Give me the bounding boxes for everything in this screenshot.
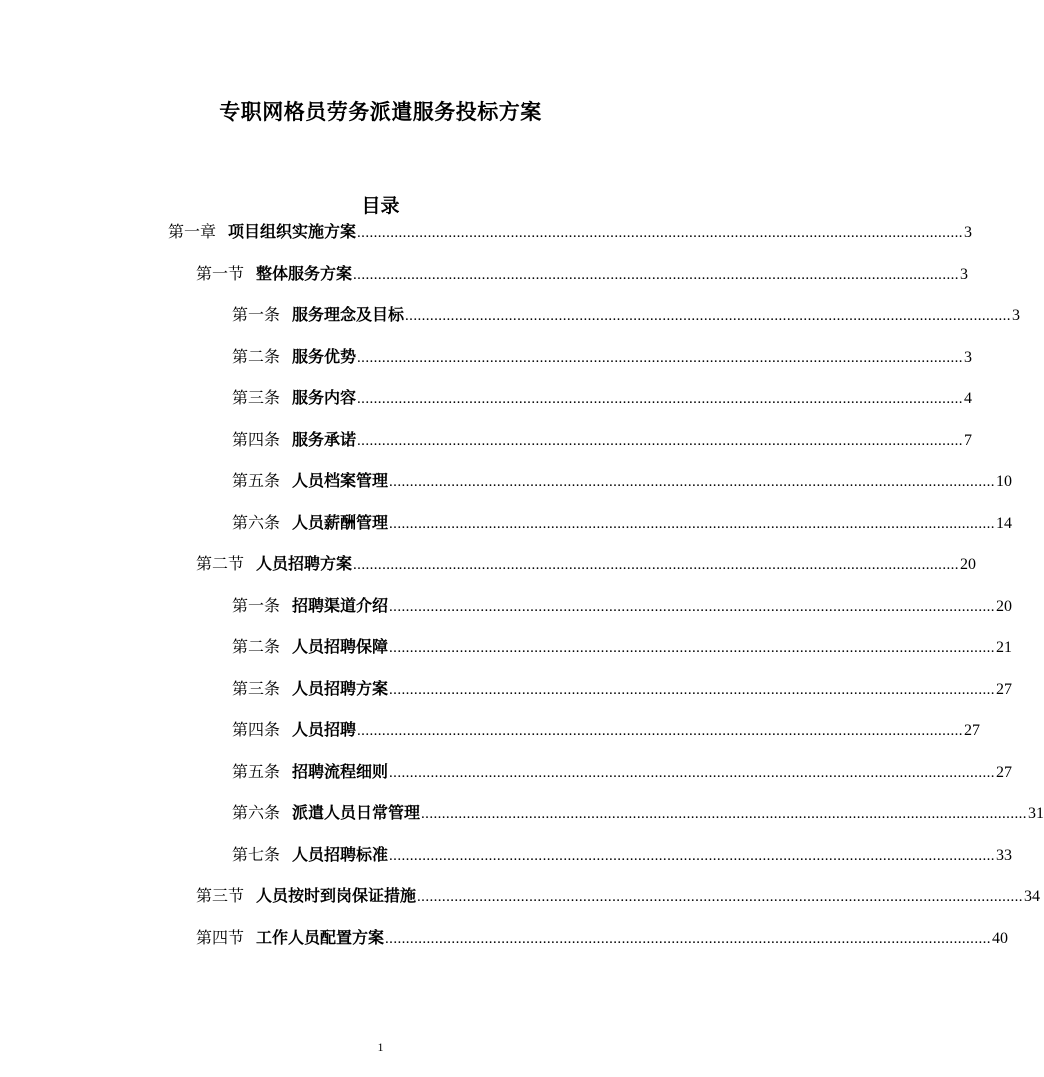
toc-entry-title: 工作人员配置方案 xyxy=(256,928,385,947)
toc-entry-page: 3 xyxy=(959,266,968,283)
toc-entry-title: 服务承诺 xyxy=(292,430,357,449)
toc-entry-title: 人员招聘保障 xyxy=(292,637,389,656)
toc-dot-leader: .................................................................................................................................................. xyxy=(357,723,963,739)
toc-entry-page: 3 xyxy=(963,224,972,241)
toc-entry-label: 第一条 xyxy=(232,596,281,615)
toc-entry-page: 4 xyxy=(963,390,972,407)
toc-dot-leader: .................................................................................................................................................. xyxy=(389,516,995,532)
toc-entry-title: 服务内容 xyxy=(292,388,357,407)
toc-entry-page: 27 xyxy=(963,722,980,739)
toc-entry-title: 服务理念及目标 xyxy=(292,305,405,324)
toc-entry-page: 21 xyxy=(995,639,1012,656)
toc-entry-page: 33 xyxy=(995,847,1012,864)
toc-heading: 目录 xyxy=(361,195,400,217)
page-number: 1 xyxy=(377,1040,384,1054)
toc-entry-title: 人员招聘方案 xyxy=(292,679,389,698)
toc-entry-title: 整体服务方案 xyxy=(256,264,353,283)
toc-entry-label: 第四条 xyxy=(232,430,281,449)
toc-entry[interactable] xyxy=(232,469,1012,493)
toc-entry[interactable] xyxy=(232,635,1012,659)
toc-entry-title: 人员招聘方案 xyxy=(256,554,353,573)
toc-entry[interactable] xyxy=(232,303,1020,327)
toc-entry-page: 40 xyxy=(991,930,1008,947)
toc-dot-leader: .................................................................................................................................................. xyxy=(357,350,963,366)
toc-dot-leader: .................................................................................................................................................. xyxy=(389,474,995,490)
toc-entry-title: 人员薪酬管理 xyxy=(292,513,389,532)
toc-dot-leader: .................................................................................................................................................. xyxy=(405,308,1011,324)
toc-entry-page: 27 xyxy=(995,681,1012,698)
toc-dot-leader: .................................................................................................................................................. xyxy=(357,433,963,449)
toc-entry[interactable] xyxy=(232,801,1044,825)
toc-entry-page: 34 xyxy=(1023,888,1040,905)
toc-dot-leader: .................................................................................................................................................. xyxy=(417,889,1023,905)
toc-dot-leader: .................................................................................................................................................. xyxy=(421,806,1027,822)
toc-entry-title: 派遣人员日常管理 xyxy=(292,803,421,822)
toc-entry-title: 招聘渠道介绍 xyxy=(292,596,389,615)
toc-entry-label: 第二条 xyxy=(232,347,281,366)
toc-entry-page: 10 xyxy=(995,473,1012,490)
toc-entry-label: 第四条 xyxy=(232,720,281,739)
toc-entry[interactable] xyxy=(232,843,1012,867)
toc-dot-leader: .................................................................................................................................................. xyxy=(353,267,959,283)
toc-entry-title: 人员招聘标准 xyxy=(292,845,389,864)
toc-entry-page: 31 xyxy=(1027,805,1044,822)
toc-dot-leader: .................................................................................................................................................. xyxy=(389,848,995,864)
toc-entry[interactable] xyxy=(232,428,972,452)
toc-entry-page: 3 xyxy=(963,349,972,366)
toc-entry[interactable] xyxy=(232,511,1012,535)
toc-entry-title: 人员招聘 xyxy=(292,720,357,739)
toc-entry-title: 人员按时到岗保证措施 xyxy=(256,886,417,905)
toc-entry-label: 第一条 xyxy=(232,305,281,324)
toc-entry-label: 第三条 xyxy=(232,679,281,698)
toc-entry-label: 第五条 xyxy=(232,471,281,490)
toc-entry[interactable] xyxy=(232,760,1012,784)
toc-entry-title: 人员档案管理 xyxy=(292,471,389,490)
toc-entry-label: 第四节 xyxy=(196,928,245,947)
toc-entry-page: 7 xyxy=(963,432,972,449)
toc-entry[interactable] xyxy=(196,262,968,286)
toc-entry[interactable] xyxy=(232,594,1012,618)
toc-entry[interactable] xyxy=(168,220,972,244)
toc-entry[interactable] xyxy=(196,884,1040,908)
toc-entry-page: 14 xyxy=(995,515,1012,532)
toc-dot-leader: .................................................................................................................................................. xyxy=(385,931,991,947)
toc-entry[interactable] xyxy=(232,677,1012,701)
toc-entry-label: 第七条 xyxy=(232,845,281,864)
toc-entry-label: 第六条 xyxy=(232,513,281,532)
toc-entry-label: 第五条 xyxy=(232,762,281,781)
toc-entry[interactable] xyxy=(232,718,980,742)
toc-dot-leader: .................................................................................................................................................. xyxy=(353,557,959,573)
document-title: 专职网格员劳务派遣服务投标方案 xyxy=(219,100,542,124)
toc-dot-leader: .................................................................................................................................................. xyxy=(389,682,995,698)
toc-entry-page: 3 xyxy=(1011,307,1020,324)
toc-entry-label: 第三节 xyxy=(196,886,245,905)
toc-entry-label: 第二条 xyxy=(232,637,281,656)
toc-entry-title: 招聘流程细则 xyxy=(292,762,389,781)
toc-entry-label: 第一章 xyxy=(168,222,217,241)
toc-entry-page: 20 xyxy=(995,598,1012,615)
toc-dot-leader: .................................................................................................................................................. xyxy=(357,225,963,241)
toc-entry-page: 27 xyxy=(995,764,1012,781)
toc-dot-leader: .................................................................................................................................................. xyxy=(389,765,995,781)
toc-entry-label: 第一节 xyxy=(196,264,245,283)
toc-entry-label: 第六条 xyxy=(232,803,281,822)
toc-entry[interactable] xyxy=(232,345,972,369)
toc-dot-leader: .................................................................................................................................................. xyxy=(389,599,995,615)
toc-entry[interactable] xyxy=(232,386,972,410)
toc-entry-label: 第三条 xyxy=(232,388,281,407)
toc-dot-leader: .................................................................................................................................................. xyxy=(389,640,995,656)
toc-entry-page: 20 xyxy=(959,556,976,573)
toc-entry[interactable] xyxy=(196,926,1008,950)
toc-entry[interactable] xyxy=(196,552,976,576)
toc-dot-leader: .................................................................................................................................................. xyxy=(357,391,963,407)
toc-entry-title: 服务优势 xyxy=(292,347,357,366)
toc-entry-label: 第二节 xyxy=(196,554,245,573)
toc-entry-title: 项目组织实施方案 xyxy=(228,222,357,241)
